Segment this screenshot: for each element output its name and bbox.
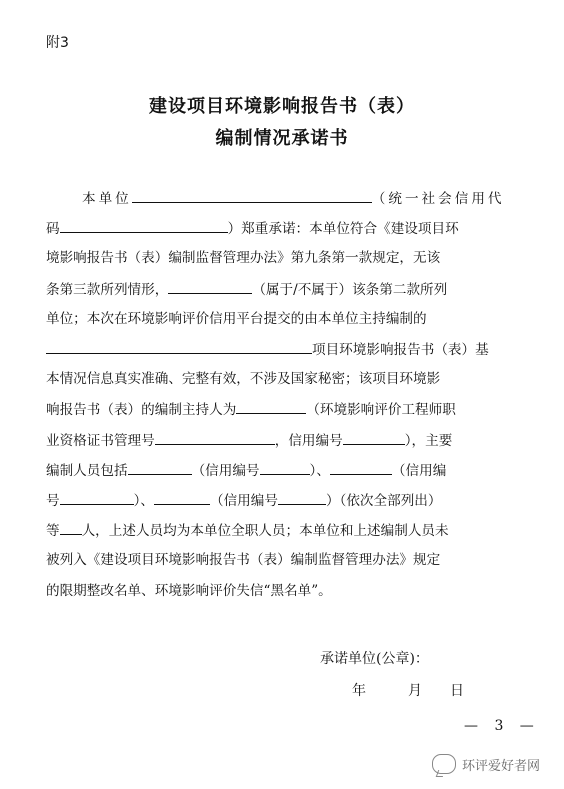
date-day-label: 日 [450,683,464,699]
fill-in-blank[interactable] [60,520,82,535]
date-year-label: 年 [352,683,366,699]
body-line [46,369,518,389]
body-text: （属于/不属于）该条第二款所列 [252,281,448,298]
body-text: 人，上述人员均为本单位全职人员；本单位和上述编制人员未 [81,523,449,540]
body-line [46,520,518,541]
body-text: 等 [46,523,60,540]
watermark-text: 环评爱好者网 [462,758,541,774]
wechat-icon [432,754,456,774]
body-text: （环境影响评价工程师职 [306,402,456,419]
body-line [46,309,518,329]
fill-in-blank[interactable] [60,490,134,505]
page-number: — 3 — [464,718,540,734]
body-text: （统一社会信用代 [371,191,505,207]
body-line [46,248,518,268]
body-text: （信用编 [391,462,447,479]
fill-in-blank[interactable] [343,430,405,445]
fill-in-blank[interactable] [154,490,210,505]
body-text: 单位；本次在环境影响评价信用平台提交的由本单位主持编制的 [46,310,427,327]
body-text: 响报告书（表）的编制主持人为 [46,402,237,419]
fill-in-blank[interactable] [278,490,326,505]
fill-in-blank[interactable] [128,460,192,475]
fill-in-blank[interactable] [236,399,306,414]
document-title: 建设项目环境影响报告书（表） [149,96,415,117]
body-text: 境影响报告书（表）编制监督管理办法》第九条第一款规定，无该 [46,250,441,267]
watermark [432,754,540,774]
body-text: ，信用编号 [274,432,343,449]
body-line [46,218,518,239]
body-text: ）、 [133,493,154,509]
fill-in-blank[interactable] [155,430,275,445]
body-line [46,490,518,511]
body-line [46,550,518,570]
body-text: 业资格证书管理号 [46,432,155,449]
body-text: ）、 [309,462,330,479]
body-text: 项目环境影响报告书（表）基 [312,342,489,358]
body-line [46,399,518,420]
body-text: （信用编号 [191,462,260,479]
body-text: 编制人员包括 [46,462,128,479]
fill-in-blank[interactable] [46,339,312,354]
fill-in-blank[interactable] [260,460,310,475]
body-line [46,279,518,300]
body-text: 码 [46,221,60,238]
attachment-label: 附3 [46,35,69,51]
body-text: 被列入《建设项目环境影响报告书（表）编制监督管理办法》规定 [46,552,441,569]
fill-in-blank[interactable] [132,188,372,203]
fill-in-blank[interactable] [168,279,252,294]
body-text: 条第三款所列情形， [46,281,169,298]
document-subtitle: 编制情况承诺书 [215,128,349,149]
fill-in-blank[interactable] [60,218,228,233]
body-text: ）郑重承诺：本单位符合《建设项目环 [227,221,459,238]
body-text: 本单位 [82,191,132,207]
fill-in-blank[interactable] [330,460,392,475]
body-line [46,460,518,481]
body-line [46,581,518,601]
date-month-label: 月 [408,683,422,699]
body-text: 本情况信息真实准确、完整有效，不涉及国家秘密；该项目环境影 [46,371,441,388]
body-text: 号 [46,493,60,509]
body-line [46,339,518,360]
body-text: 的限期整改名单、环境影响评价失信“黑名单”。 [46,582,332,599]
body-text: ），主要 [404,432,453,449]
body-line [46,430,518,451]
signing-unit-label: 承诺单位(公章)： [320,651,429,667]
body-text: （信用编号 [209,493,278,509]
body-line [46,188,554,209]
body-text: ）（依次全部列出） [325,493,442,509]
